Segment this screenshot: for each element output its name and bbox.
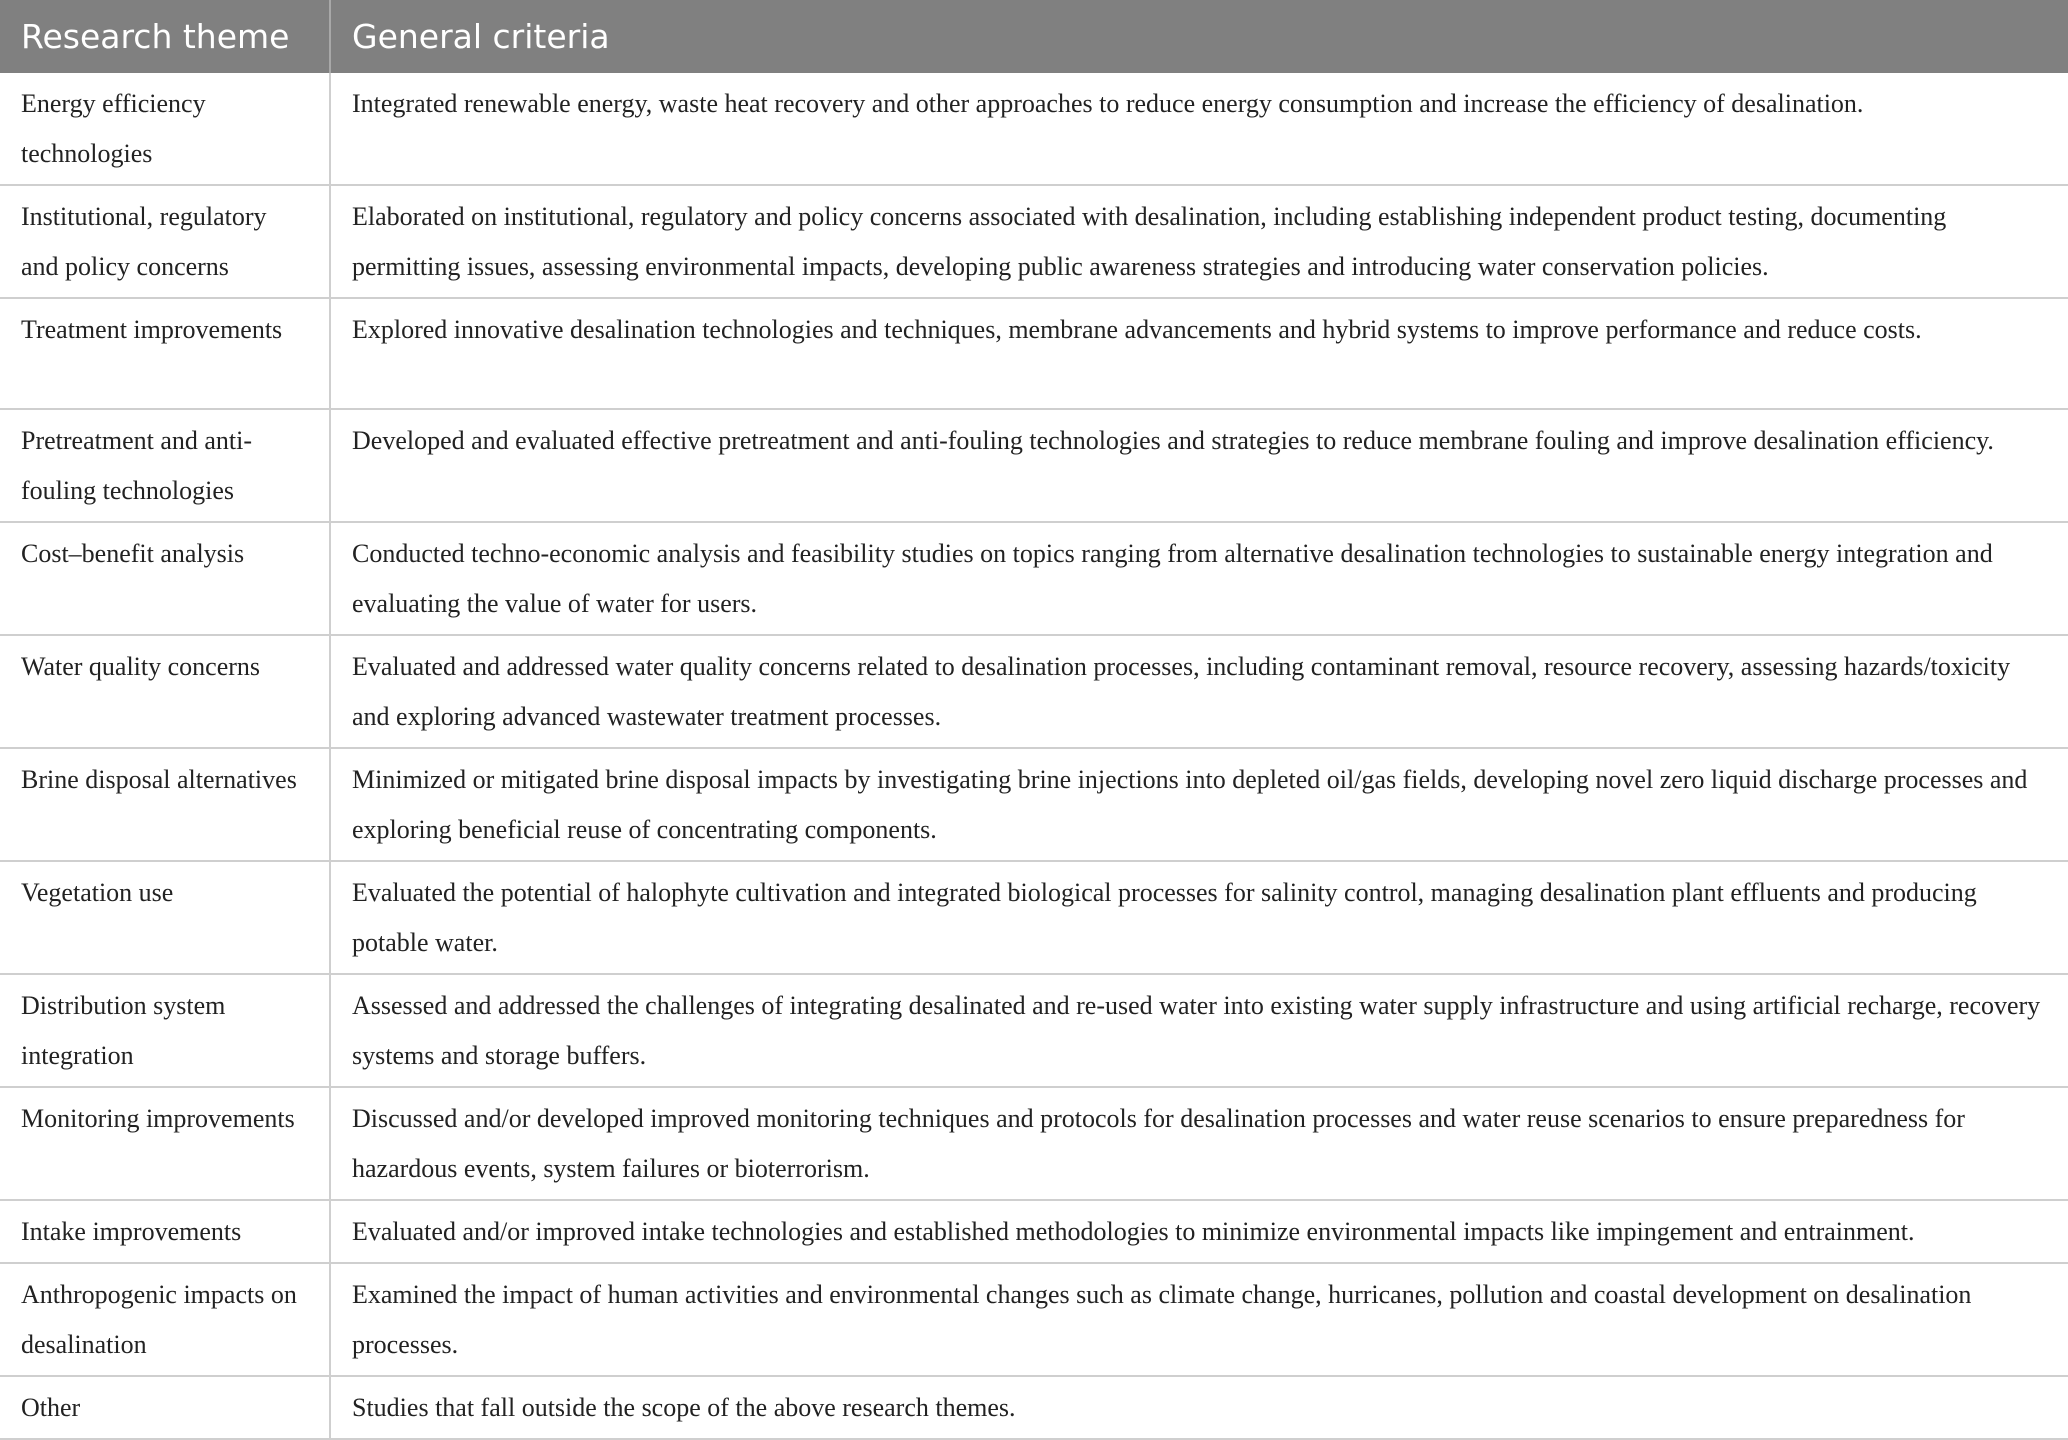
table-row	[0, 298, 2068, 409]
research-theme-cell: Brine disposal alternatives	[0, 748, 330, 861]
table-row	[0, 1200, 2068, 1263]
criteria-cell: Examined the impact of human activities and environmental changes such as climate change, hurricanes, pollution and coastal development on desalination processes.	[330, 1263, 2068, 1376]
table-row	[0, 1376, 2068, 1439]
research-theme-cell: Institutional, regulatory and policy concerns	[0, 185, 330, 298]
research-theme-cell: Other	[0, 1376, 330, 1439]
research-theme-cell: Pretreatment and anti-fouling technologies	[0, 409, 330, 522]
research-theme-cell: Monitoring improvements	[0, 1087, 330, 1200]
research-theme-cell: Treatment improvements	[0, 298, 330, 409]
research-theme-cell: Cost–benefit analysis	[0, 522, 330, 635]
header-research-theme: Research theme	[0, 0, 330, 73]
criteria-cell: Conducted techno-economic analysis and feasibility studies on topics ranging from alternative desalination technologies to sustainable energy integration and evaluating the value of water for users.	[330, 522, 2068, 635]
table-row	[0, 861, 2068, 974]
header-general-criteria: General criteria	[330, 0, 2068, 73]
criteria-cell: Assessed and addressed the challenges of integrating desalinated and re-used water into existing water supply infrastructure and using artificial recharge, recovery systems and storage buffers.	[330, 974, 2068, 1087]
criteria-cell: Evaluated the potential of halophyte cultivation and integrated biological processes for salinity control, managing desalination plant effluents and producing potable water.	[330, 861, 2068, 974]
table-row	[0, 974, 2068, 1087]
table-row	[0, 409, 2068, 522]
table-row	[0, 185, 2068, 298]
table-row	[0, 73, 2068, 185]
criteria-cell: Discussed and/or developed improved monitoring techniques and protocols for desalination processes and water reuse scenarios to ensure preparedness for hazardous events, system failures or bioterrorism.	[330, 1087, 2068, 1200]
criteria-cell: Elaborated on institutional, regulatory and policy concerns associated with desalination, including establishing independent product testing, documenting permitting issues, assessing environmental impacts, developing public awareness strategies and introducing water conservation policies.	[330, 185, 2068, 298]
criteria-cell: Studies that fall outside the scope of the above research themes.	[330, 1376, 2068, 1439]
criteria-cell: Integrated renewable energy, waste heat recovery and other approaches to reduce energy consumption and increase the efficiency of desalination.	[330, 73, 2068, 185]
criteria-cell: Explored innovative desalination technologies and techniques, membrane advancements and hybrid systems to improve performance and reduce costs.	[330, 298, 2068, 409]
table-row	[0, 522, 2068, 635]
research-theme-cell: Energy efficiency technologies	[0, 73, 330, 185]
table-row	[0, 635, 2068, 748]
research-theme-cell: Water quality concerns	[0, 635, 330, 748]
research-theme-cell: Distribution system integration	[0, 974, 330, 1087]
criteria-cell: Minimized or mitigated brine disposal impacts by investigating brine injections into depleted oil/gas fields, developing novel zero liquid discharge processes and exploring beneficial reuse of concentrating components.	[330, 748, 2068, 861]
research-theme-cell: Vegetation use	[0, 861, 330, 974]
table-row	[0, 748, 2068, 861]
table-row	[0, 1263, 2068, 1376]
research-theme-cell: Anthropogenic impacts on desalination	[0, 1263, 330, 1376]
research-theme-cell: Intake improvements	[0, 1200, 330, 1263]
criteria-cell: Evaluated and addressed water quality concerns related to desalination processes, including contaminant removal, resource recovery, assessing hazards/toxicity and exploring advanced wastewater treatment processes.	[330, 635, 2068, 748]
header-row	[0, 0, 2068, 73]
criteria-cell: Developed and evaluated effective pretreatment and anti-fouling technologies and strategies to reduce membrane fouling and improve desalination efficiency.	[330, 409, 2068, 522]
table-row	[0, 1087, 2068, 1200]
criteria-cell: Evaluated and/or improved intake technologies and established methodologies to minimize environmental impacts like impingement and entrainment.	[330, 1200, 2068, 1263]
